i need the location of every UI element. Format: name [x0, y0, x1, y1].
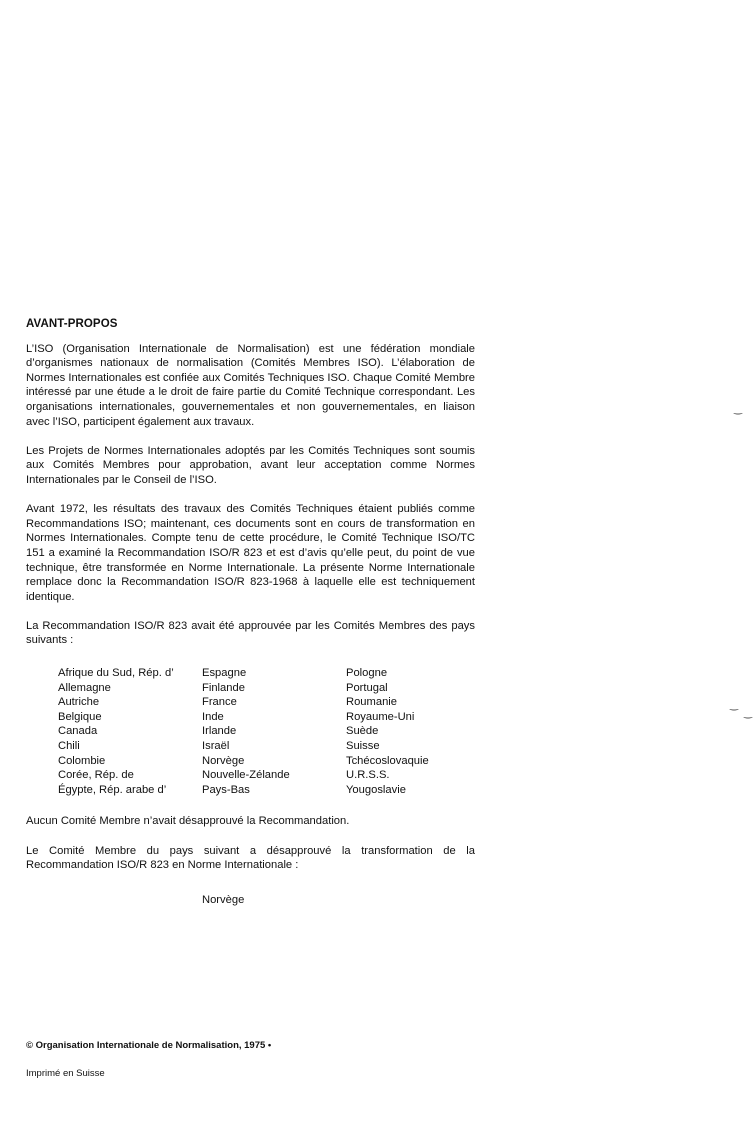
country-item: Pays-Bas [202, 783, 250, 796]
country-item: Royaume-Uni [346, 710, 415, 723]
country-item: Autriche [58, 696, 100, 709]
country-item: Colombie [58, 754, 106, 767]
country-item: Pologne [346, 667, 388, 680]
country-item: Suède [346, 725, 379, 738]
country-column-2 [202, 666, 346, 797]
country-item: Afrique du Sud, Rép. d’ [58, 667, 174, 680]
country-item: Inde [202, 710, 224, 723]
country-list [58, 666, 475, 797]
paragraph-draft-standards: Les Projets de Normes Internationales adoptés par les Comités Techniques sont soumis aux Comités Membres pour approbation, avant leur acceptation comme Normes Internationales par le Conseil de l’ISO. [26, 444, 475, 486]
country-item: Norvège [202, 754, 245, 767]
country-item: France [202, 696, 237, 709]
country-item: Corée, Rép. de [58, 769, 134, 782]
paragraph-iso-intro: L’ISO (Organisation Internationale de Normalisation) est une fédération mondiale d’organismes nationaux de normalisation (Comités Membres ISO). L’élaboration de Normes Internationales est confiée aux Comités Techniques ISO. Chaque Comité Membre intéressé par une étude a le droit de faire partie du Comité Technique correspondant. Les organisations internationales, gouvernementales et non gouvernementales, en liaison avec l’ISO, participent également aux travaux. [26, 342, 475, 428]
country-column-1 [58, 666, 202, 797]
paragraph-no-disapproval: Aucun Comité Membre n’avait désapprouvé la Recommandation. [26, 815, 350, 828]
copyright-notice: © Organisation Internationale de Normalisation, 1975 • [26, 1040, 272, 1051]
disapproving-country: Norvège [202, 893, 245, 906]
country-item: Canada [58, 725, 98, 738]
country-item: Chili [58, 740, 80, 753]
country-item: Espagne [202, 667, 247, 680]
country-item: Allemagne [58, 681, 111, 694]
paragraph-approval-intro: La Recommandation ISO/R 823 avait été approuvée par les Comités Membres des pays suivants : [26, 619, 475, 647]
country-item: Portugal [346, 681, 388, 694]
paragraph-recommendations: Avant 1972, les résultats des travaux des Comités Techniques étaient publiés comme Recommandations ISO; maintenant, ces documents sont en cours de transformation en Normes Internationales. Compte tenu de cette procédure, le Comité Technique ISO/TC 151 a examiné la Recommandation ISO/R 823 et est d’avis qu’elle peut, du point de vue technique, être transformée en Norme Internationale. La présente Norme Internationale remplace donc la Recommandation ISO/R 823-1968 à laquelle elle est techniquement identique. [26, 503, 475, 603]
margin-mark: ‿ [734, 404, 743, 415]
margin-mark: ‿ [744, 708, 753, 719]
country-item: Finlande [202, 681, 245, 694]
country-item: Israël [202, 740, 230, 753]
margin-mark: ‿ [730, 700, 739, 711]
country-column-3 [346, 666, 476, 797]
paragraph-disapproval: Le Comité Membre du pays suivant a désapprouvé la transformation de la Recommandation ISO/R 823 en Norme Internationale : [26, 844, 475, 872]
country-item: Roumanie [346, 696, 397, 709]
country-item: Tchécoslovaquie [346, 754, 429, 767]
country-item: Suisse [346, 740, 380, 753]
country-item: U.R.S.S. [346, 769, 390, 782]
country-item: Nouvelle-Zélande [202, 769, 290, 782]
printed-in-notice: Imprimé en Suisse [26, 1068, 105, 1079]
section-heading: AVANT-PROPOS [26, 318, 118, 330]
country-item: Égypte, Rép. arabe d’ [58, 783, 167, 796]
country-item: Irlande [202, 725, 237, 738]
foreword-section [26, 317, 475, 907]
country-item: Yougoslavie [346, 783, 406, 796]
country-item: Belgique [58, 710, 102, 723]
